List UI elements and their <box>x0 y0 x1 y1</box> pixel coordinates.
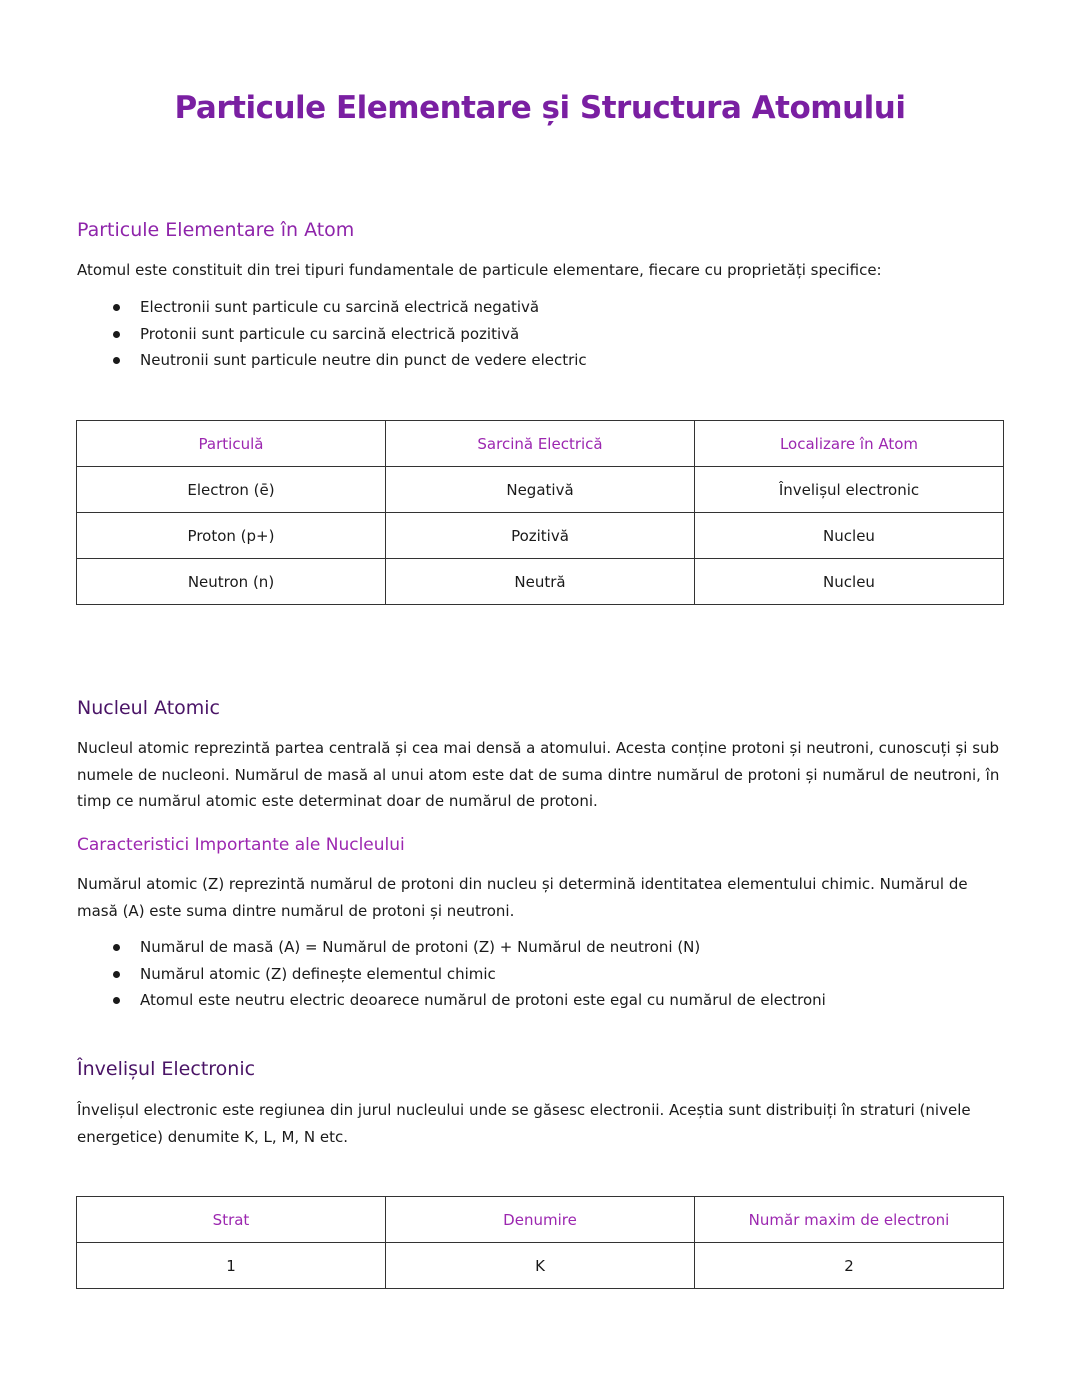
page-title: Particule Elementare și Structura Atomului <box>174 90 906 126</box>
section-intro-paragraph: Atomul este constituit din trei tipuri fundamentale de particule elementare, fiecare cu proprietăți specifice: <box>77 261 882 279</box>
table-row <box>77 467 1004 513</box>
table-cell: 1 <box>77 1243 386 1289</box>
table-header-cell: Număr maxim de electroni <box>695 1197 1004 1243</box>
particles-table <box>76 420 1004 605</box>
table-cell: 2 <box>695 1243 1004 1289</box>
table-cell: Negativă <box>386 467 695 513</box>
table-cell: Nucleu <box>695 513 1004 559</box>
table-row <box>77 1243 1004 1289</box>
table-cell: Neutră <box>386 559 695 605</box>
electron-shell-paragraph: Învelișul electronic este regiunea din jurul nucleului unde se găsesc electronii. Aceștia sunt distribuiți în straturi (nivele energetice) denumite K, L, M, N etc. <box>77 1101 971 1146</box>
table-cell: Nucleu <box>695 559 1004 605</box>
table-header-cell: Localizare în Atom <box>695 421 1004 467</box>
table-header-cell: Sarcină Electrică <box>386 421 695 467</box>
nucleus-characteristics-paragraph: Numărul atomic (Z) reprezintă numărul de protoni din nucleu și determină identitatea elementului chimic. Numărul de masă (A) este suma dintre numărul de protoni și neutroni. <box>77 875 968 920</box>
section-heading-electron-shell: Învelișul Electronic <box>77 1058 256 1080</box>
section-heading-nucleus: Nucleul Atomic <box>77 697 221 719</box>
table-cell: K <box>386 1243 695 1289</box>
table-cell: Neutron (n) <box>77 559 386 605</box>
table-header-row <box>77 421 1004 467</box>
table-header-cell: Particulă <box>77 421 386 467</box>
list-item: Numărul de masă (A) = Numărul de protoni (Z) + Numărul de neutroni (N) <box>77 934 826 961</box>
table-header-cell: Denumire <box>386 1197 695 1243</box>
table-header-cell: Strat <box>77 1197 386 1243</box>
table-row <box>77 513 1004 559</box>
list-item: Electronii sunt particule cu sarcină electrică negativă <box>77 294 587 321</box>
table-cell: Proton (p+) <box>77 513 386 559</box>
table-row <box>77 559 1004 605</box>
table-cell: Învelișul electronic <box>695 467 1004 513</box>
shells-table <box>76 1196 1004 1289</box>
particles-bullet-list <box>77 294 587 374</box>
nucleus-bullet-list <box>77 934 826 1014</box>
list-item: Atomul este neutru electric deoarece numărul de protoni este egal cu numărul de electroni <box>77 987 826 1014</box>
list-item: Numărul atomic (Z) definește elementul chimic <box>77 961 826 988</box>
table-cell: Electron (ē) <box>77 467 386 513</box>
nucleus-paragraph: Nucleul atomic reprezintă partea centrală și cea mai densă a atomului. Acesta conține protoni și neutroni, cunoscuți și sub numele de nucleoni. Numărul de masă al unui atom este dat de suma dintre numărul de protoni și numărul de neutroni, în timp ce numărul atomic este determinat doar de numărul de protoni. <box>77 739 1000 810</box>
list-item: Neutronii sunt particule neutre din punct de vedere electric <box>77 347 587 374</box>
list-item: Protonii sunt particule cu sarcină electrică pozitivă <box>77 321 587 348</box>
section-heading-particles: Particule Elementare în Atom <box>77 219 355 241</box>
subheading-nucleus-characteristics: Caracteristici Importante ale Nucleului <box>77 835 405 855</box>
table-header-row <box>77 1197 1004 1243</box>
table-cell: Pozitivă <box>386 513 695 559</box>
